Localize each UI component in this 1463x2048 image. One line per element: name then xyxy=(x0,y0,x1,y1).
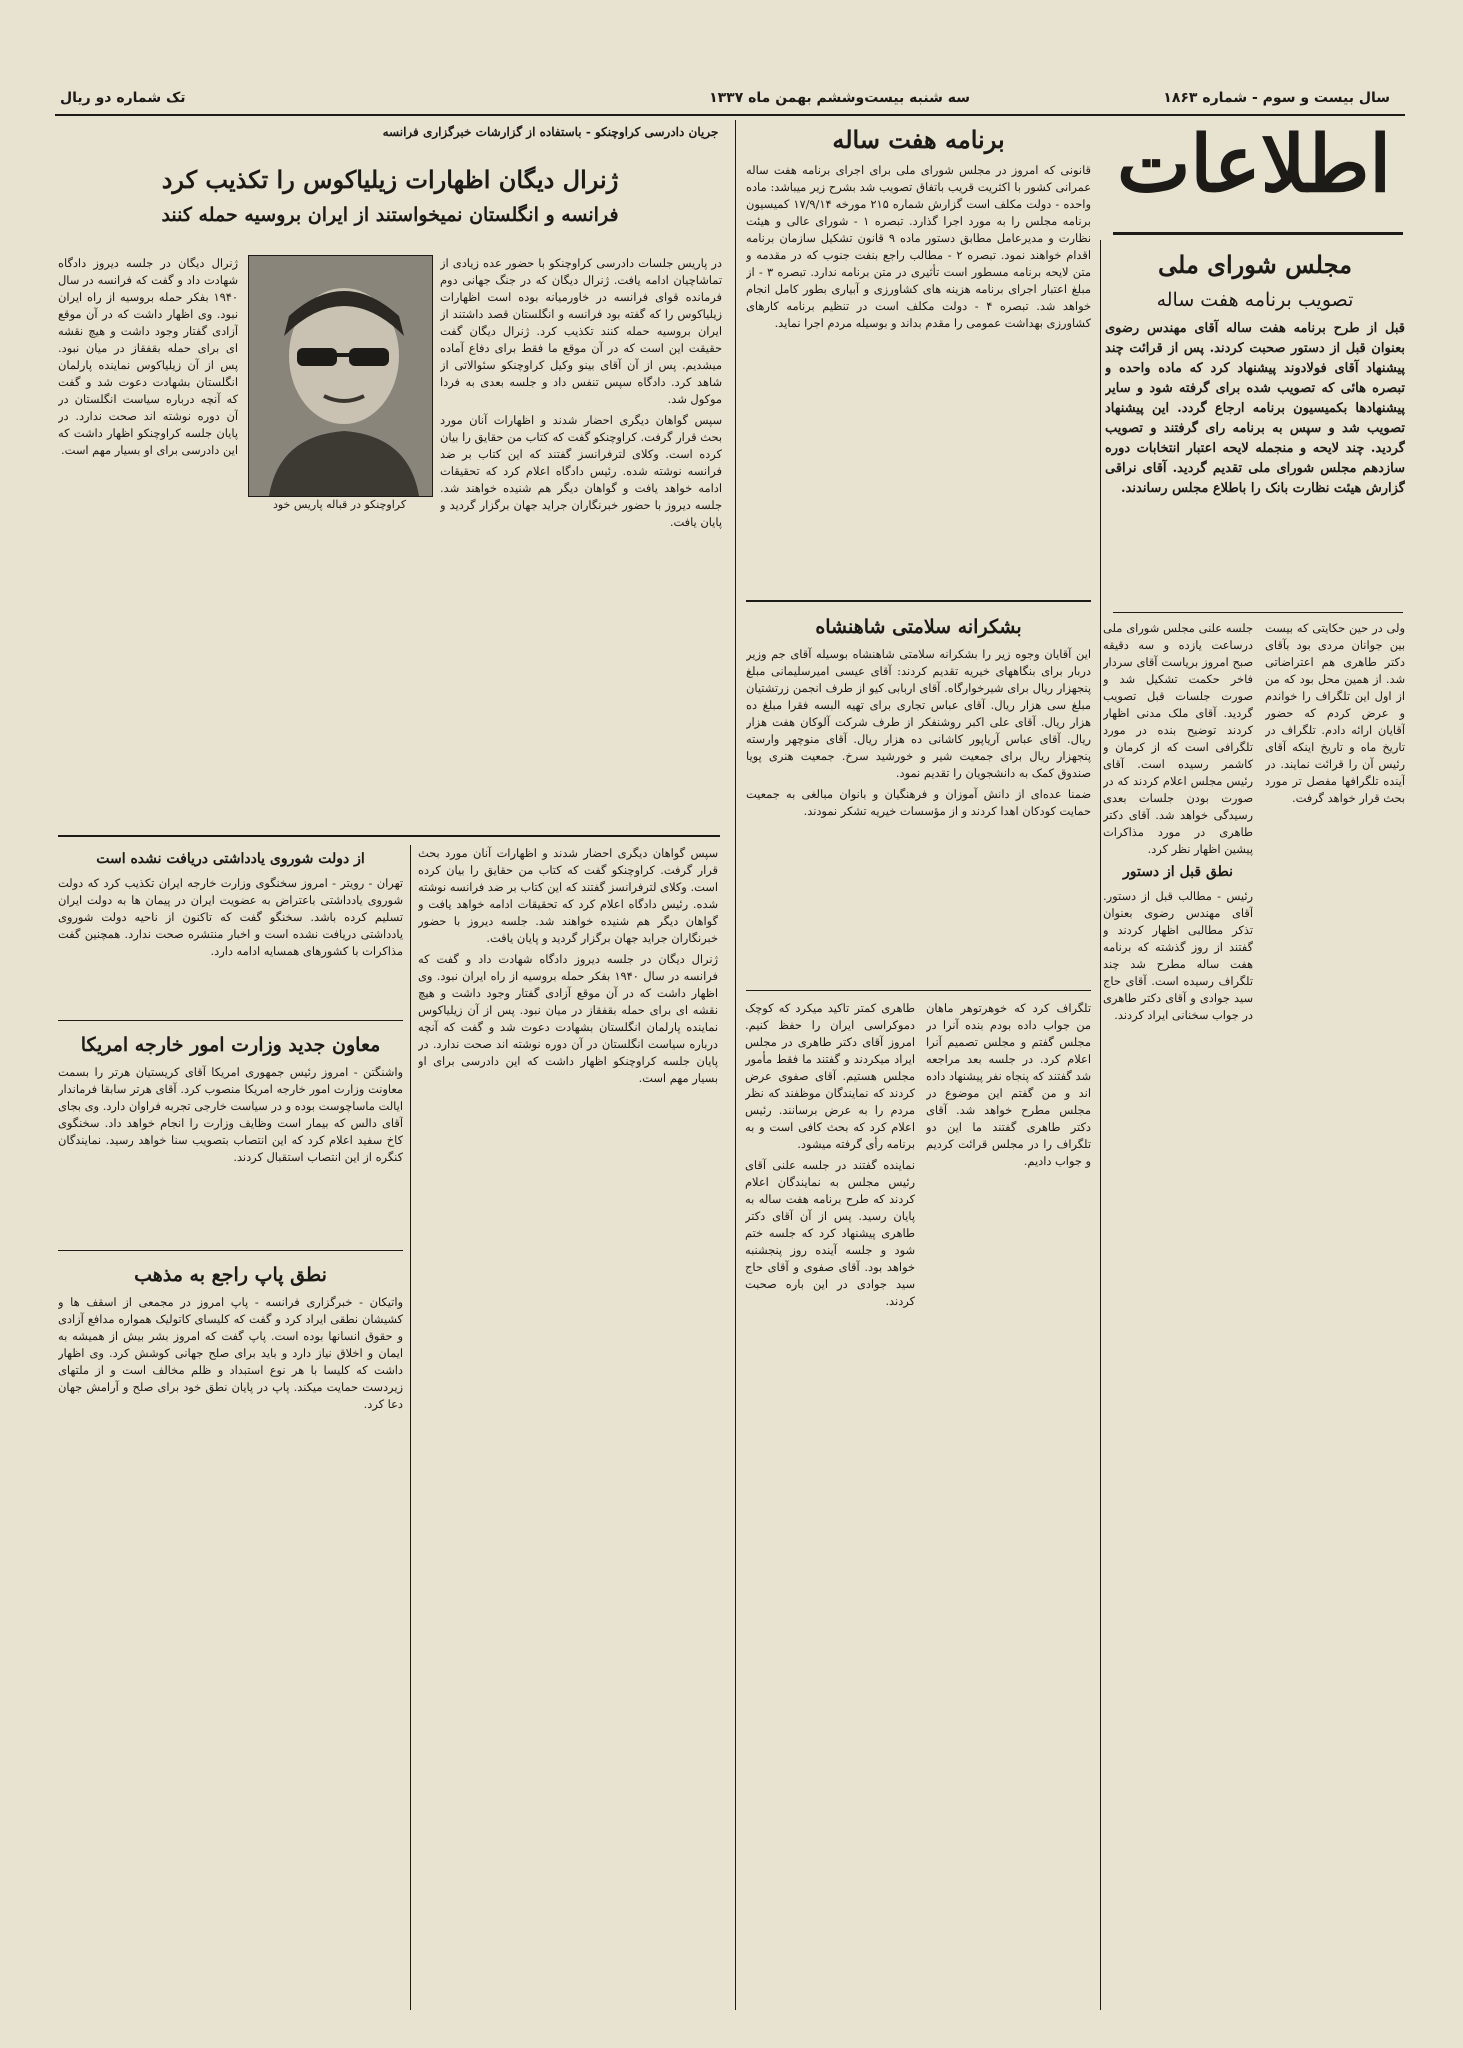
seven-year-rule xyxy=(746,600,1091,602)
france-body-2: سپس گواهان دیگری احضار شدند و اظهارات آنان مورد بحث قرار گرفت. کراوچنکو گفت که کتاب من حقایق را بیان کرده است. وکلای لترفرانسز گفتند که این کتاب بر ضد فرانسه نوشته شده. رئیس دادگاه اعلام کرد که تحقیقات ادامه خواهد یافت و گواهان دیگر هم شنیده خواهند شد. جلسه دیروز با حضور خبرنگاران جراید جهان برگزار گردید و پایان یافت. xyxy=(440,413,722,529)
france-left-text: ژنرال دیگان در جلسه دیروز دادگاه شهادت داد و گفت که فرانسه در سال ۱۹۴۰ بفکر حمله بروسیه از راه ایران نبود. وی اظهار داشت که در آن موقع آزادی گفتار وجود داشت و هیچ نقشه ای برای حمله بقفقاز در میان نبود. پس از آن زیلیاکوس نماینده پارلمان انگلستان بشهادت دعوت شد و گفت که آنچه درباره سیاست انگلستان در آن دوره نوشته اند صحت ندارد. در پایان جلسه کراوچنکو اظهار داشت که این دادرسی برای او بسیار مهم است. xyxy=(58,256,238,457)
column-divider-mid xyxy=(735,120,736,2010)
pope-heading: نطق پاپ راجع به مذهب xyxy=(134,1264,327,1286)
france-continued-text-2: ژنرال دیگان در جلسه دیروز دادگاه شهادت داد و گفت که فرانسه در سال ۱۹۴۰ بفکر حمله بروسیه از راه ایران نبود. وی اظهار داشت که در آن موقع آزادی گفتار وجود داشت و هیچ نقشه ای برای حمله بقفقاز در میان نبود. پس از آن زیلیاکوس نماینده پارلمان انگلستان بشهادت دعوت شد و گفت که آنچه درباره سیاست انگلستان در آن دوره نوشته اند صحت ندارد. در پایان جلسه کراوچنکو اظهار داشت که این دادرسی برای او بسیار مهم است. xyxy=(418,952,718,1085)
majlis-body-col-1 xyxy=(1103,620,1253,2000)
france-continued-text: سپس گواهان دیگری احضار شدند و اظهارات آنان مورد بحث قرار گرفت. کراوچنکو گفت که کتاب من حقایق را بیان کرده است. وکلای لترفرانسز گفتند که این کتاب بر ضد فرانسه نوشته شده. رئیس دادگاه اعلام کرد که تحقیقات ادامه خواهد یافت و گواهان دیگر هم شنیده خواهند شد. جلسه دیروز با حضور خبرنگاران جراید جهان برگزار گردید و پایان یافت. xyxy=(418,846,718,945)
mid-text-b: طاهری کمتر تاکید میکرد که کوچک دموکراسی ایران را حفظ کنیم. امروز آقای دکتر طاهری در مجلس ایراد میکردند و گفتند ما فقط مأمور مجلس هستیم. آقای صفوی عرض کردند که نمایندگان موظفند که نظر مردم را به عرض برسانند. رئیس اعلام کرد که بحث کافی است و به برنامه رأی گرفته میشود. xyxy=(745,1001,915,1151)
column-divider-right xyxy=(1100,240,1101,2010)
govt-heading: از دولت شوروی یادداشتی دریافت نشده است xyxy=(96,851,365,867)
thanks-heading: بشکرانه سلامتی شاهنشاه xyxy=(815,616,1022,638)
pope-article xyxy=(58,1258,403,2018)
us-body: واشنگتن - امروز رئیس جمهوری امریکا آقای کریستیان هرتر را بسمت معاونت وزارت امور خارجه امریکا منصوب کرد. آقای هرتر سابقا فرماندار ایالت ماساچوست بوده و در سیاست خارجی تجربه فراوان دارد. وی بجای آقای دالس که بیمار است وظایف وزارت را انجام خواهد داد. سخنگوی کاخ سفید اعلام کرد که این انتصاب بتصویب سنا خواهد رسید. نمایندگان کنگره از این انتصاب استقبال کردند. xyxy=(58,1065,403,1164)
france-rule xyxy=(58,835,720,837)
pope-body: واتیکان - خبرگزاری فرانسه - پاپ امروز در مجمعی از اسقف ها و کشیشان نطقی ایراد کرد و گفت که کلیسای کاتولیک همواره مدافع آزادی و حقوق انسانها بوده است. پاپ گفت که امروز بشر بیش از همیشه به ایمان و اخلاق نیاز دارد و باید برای صلح جهانی کوشش کرد. وی اظهار داشت که کلیسا با هر نوع استبداد و ظلم مخالف است و از ملتهای زیردست حمایت میکند. پاپ در پایان نطق خود برای صلح و آرامش جهان دعا کرد. xyxy=(58,1295,403,1411)
mid-col-b xyxy=(745,1000,915,2010)
issue-date: سه شنبه بیست‌وششم بهمن ماه ۱۳۳۷ xyxy=(709,90,970,106)
portrait-image xyxy=(249,256,432,496)
majlis-lead: قبل از طرح برنامه هفت ساله آقای مهندس رضوی بعنوان قبل از دستور صحبت کردند. پس از قرائت چند پیشنهاد آقای فولادوند پیشنهاد کرد که ماده واحده و تبصره هائی که تصویب شده برای گرفته شود و سایر پیشنهادها بکمیسیون برنامه ارجاع گردد. این پیشنهاد تصویب شد و سپس به برنامه رای گرفتند و تصویب گردید. چند لایحه و منجمله لایحه اعتبار انتخابات دوره سازدهم مجلس شورای ملی تقدیم گردید. آقای نراقی گزارش هیئت نظارت بانک را باطلاع مجلس رساندند. xyxy=(1105,321,1405,496)
france-body-col xyxy=(440,255,722,825)
majlis-body-col-2 xyxy=(1265,620,1405,2000)
kravchenko-photo xyxy=(248,255,433,497)
govt-body: تهران - رویتر - امروز سخنگوی وزارت خارجه ایران تکذیب کرد که دولت شوروی یادداشتی باعتراض به عضویت ایران در پیمان ها به دولت ایران تسلیم کرده باشد. سخنگو گفت که تاکنون از ناحیه دولت شوروی یادداشتی دریافت نشده است و اخبار منتشره صحت ندارد. همچنین گفت مذاکرات با کشورهای همسایه ادامه دارد. xyxy=(58,876,403,958)
thanks-article xyxy=(746,610,1091,990)
agenda-body: رئیس - مطالب قبل از دستور. آقای مهندس رضوی بعنوان تذکر مطالبی اظهار کردند و گفتند از روز گذشته که برنامه هفت ساله مطرح شد چند تلگراف رسیده است. آقای حاج سید جوادی و آقای دکتر طاهری در جواب سخنانی ایراد کردند. xyxy=(1103,889,1253,1022)
thanks-body: این آقایان وجوه زیر را بشکرانه سلامتی شاهنشاه بوسیله آقای جم وزیر دربار برای بنگاههای خیریه تقدیم کردند: آقای عیسی امیرسلیمانی مبلغ پنجهزار ریال برای شیرخوارگاه. آقای اربابی کیو از طرف انجمن زرتشتیان مبلغ سی هزار ریال. آقای عباس تجاری برای تهیه البسه فقرا مبلغ ده هزار ریال. آقای علی اکبر روشنفکر از طرف شرکت آلوکان هفت هزار ریال. آقای عباس آریاپور کاشانی ده هزار ریال. آقای منوچهر وارسته پنجهزار ریال برای جمعیت شیر و خورشید سرخ. جمعیت هنری پویا صندوق کمک به دانشجویان را تقدیم نمود. xyxy=(746,647,1091,780)
seven-year-body: قانونی که امروز در مجلس شورای ملی برای اجرای برنامه هفت ساله عمرانی کشور با اکثریت قریب باتفاق تصویب شد بشرح زیر میباشد: ماده واحده - دولت مکلف است گزارش شماره ۲۱۵ مورخه ۱۷/۹/۱۴ کمیسیون برنامه مجلس را به مورد اجرا گذارد. تبصره ۱ - شورای عالی و هیئت نظارت و مدیرعامل مطابق دستور ماده ۹ قانون تشکیل سازمان برنامه اقدام خواهند نمود. تبصره ۲ - مطالب راجع بنفت جنوب که در مقدمه و متن لایحه برنامه مسطور است تأثیری در متن برنامه ندارد. تبصره ۳ - از مبلغ اعتبار اجرای برنامه هزینه های کشاورزی و آبیاری بطور کامل انجام خواهد شد. تبصره ۴ - دولت مکلف است در تنظیم برنامه کارهای کشاورزی بهداشت عمومی را مقدم بداند و بوسیله مردم اجرا نماید. xyxy=(746,163,1091,330)
mid-text-c: نماینده گفتند در جلسه علنی آقای رئیس مجلس به نمایندگان اعلام کردند که طرح برنامه هفت ساله به پایان رسید. پس از آن آقای دکتر طاهری پیشنهاد کرد که جلسه ختم شود و جلسه آینده روز پنجشنبه خواهد بود. آقای صفوی و آقای حاج سید جوادی در این باره صحبت کردند. xyxy=(745,1158,915,1308)
france-body: در پاریس جلسات دادرسی کراوچنکو با حضور عده زیادی از تماشاچیان ادامه یافت. ژنرال دیگان که در جنگ جهانی دوم فرمانده قوای فرانسه در خاورمیانه بوده است اظهارات زیلیاکوس را که گفته بود فرانسه و انگلستان قصد داشتند از ایران بروسیه حمله کنند تکذیب کرد. ژنرال دیگان گفت حقیقت این است که در آن موقع ما فقط برای دفاع آماده میشدیم. پس از آن آقای بینو وکیل کراوچنکو سئوالاتی از شاهد کرد. دادگاه سپس تنفس داد و جلسه بعدی به فردا موکول شد. xyxy=(440,256,722,406)
mid-col-a xyxy=(926,1000,1091,2010)
govt-article xyxy=(58,845,403,1015)
agenda-heading: نطق قبل از دستور xyxy=(1122,864,1234,880)
seven-year-article xyxy=(746,120,1091,600)
us-heading: معاون جدید وزارت امور خارجه امریکا xyxy=(80,1034,381,1056)
issue-number: سال بیست و سوم - شماره ۱۸۶۳ xyxy=(1163,90,1390,106)
majlis-article xyxy=(1105,245,1405,615)
column-divider-left xyxy=(410,845,411,2010)
photo-caption: کراوچنکو در قباله پاریس خود xyxy=(272,498,407,511)
thanks-body-2: ضمنا عده‌ای از دانش آموزان و فرهنگیان و بانوان مبالغی به جمعیت حمایت کودکان اهدا کردند و از مؤسسات خیریه تشکر نمودند. xyxy=(746,787,1091,818)
majlis-mid: ولی در حین حکایتی که بیست بین جوانان مردی بود بآقای دکتر طاهری هم اعتراضاتی شد. از همین محل بود که من از اول این تلگراف را خواندم و عرض کردم که حضور آقایان ارائه دادم. تلگراف در تاریخ ماه و تاریخ اینکه آقای رئیس آن را قرائت نمایند. در آینده تلگرافها مفصل تر مورد بحث قرار خواهد گرفت. xyxy=(1265,621,1405,805)
france-headlines xyxy=(60,160,720,240)
majlis-rule xyxy=(1113,612,1403,613)
masthead-rule xyxy=(1113,232,1403,235)
us-rule xyxy=(58,1250,403,1251)
issue-price: تک شماره دو ریال xyxy=(60,90,186,106)
majlis-subheading: تصویب برنامه هفت ساله xyxy=(1156,289,1354,311)
france-heading: ژنرال دیگان اظهارات زیلیاکوس را تکذیب کرد xyxy=(161,165,619,194)
seven-year-heading: برنامه هفت ساله xyxy=(832,125,1005,154)
majlis-body: جلسه علنی مجلس شورای ملی درساعت یازده و سه دقیقه صبح امروز بریاست آقای سردار فاخر حکمت تشکیل شد و صورت جلسات قبل تصویب گردید. آقای ملک مدنی اظهار کردند توضیح بنده در مورد تلگرافی است که از کرمان و کاشمر رسیده است. آقای رئیس مجلس اعلام کردند که در صورت بودن جلسات بعدی رسیدگی خواهد شد. آقای دکتر طاهری در مورد مذاکرات پیشین اظهار نظر کرد. xyxy=(1103,621,1253,856)
france-continued xyxy=(418,845,718,2005)
thanks-rule xyxy=(746,990,1091,991)
france-credit: جریان دادرسی کراوچنکو - باستفاده از گزارشات خبرگزاری فرانسه xyxy=(382,125,719,139)
majlis-heading: مجلس شورای ملی xyxy=(1158,250,1352,279)
masthead-logo: اطلاعات xyxy=(1116,119,1391,210)
mid-text-a: تلگراف کرد که خوهرتوهر ماهان من جواب داده بودم بنده آنرا در مجلس گفتم و مجلس تصمیم آنرا اعلام کرد. در جلسه بعد مراجعه شد گفتند که پنجاه نفر پیشنهاد داده اند و من گفتم این موضوع در مجلس مطرح خواهد شد. آقای دکتر طاهری گفتند ما این دو تلگراف را در مجلس قرائت کردیم و جواب دادیم. xyxy=(926,1001,1091,1168)
govt-rule xyxy=(58,1020,403,1021)
france-left-col xyxy=(58,255,238,825)
us-article xyxy=(58,1028,403,1248)
france-subheading: فرانسه و انگلستان نمیخواستند از ایران بروسیه حمله کنند xyxy=(161,204,619,226)
